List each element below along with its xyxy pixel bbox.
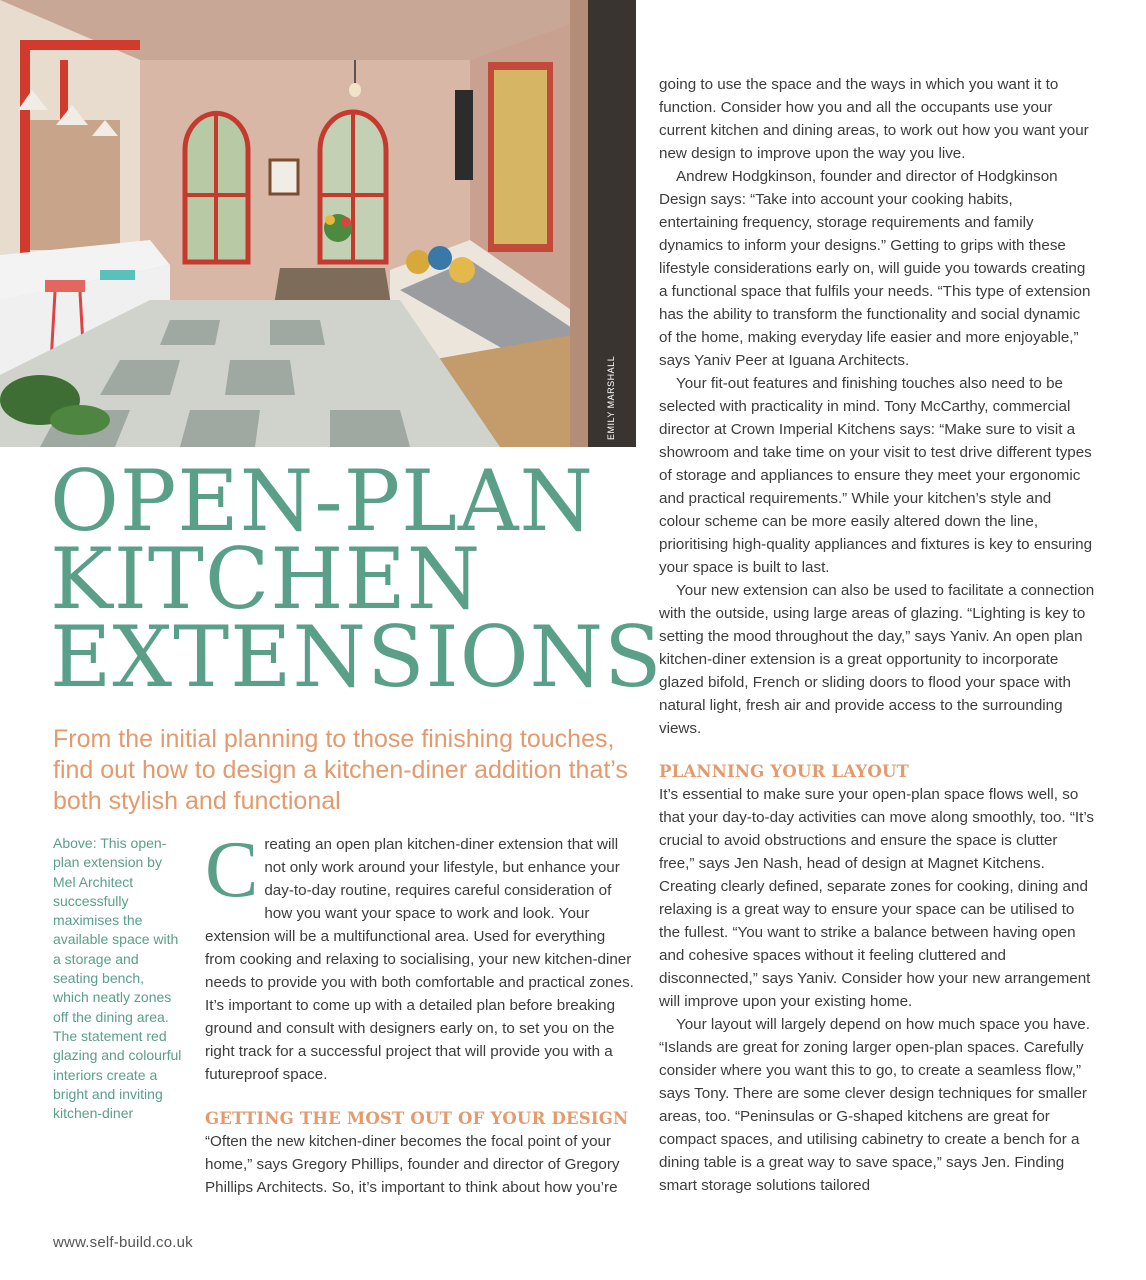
title-line-3: EXTENSIONS — [50, 608, 663, 706]
drop-cap: C — [205, 826, 259, 914]
paragraph: “Often the new kitchen-diner becomes the focal point of your home,” says Gregory Phillips, founder and director of Gregory Phillips Architects. So, it’s important to think about how you’re — [205, 1133, 620, 1196]
kitchen-photo — [0, 0, 636, 447]
paragraph: going to use the space and the ways in which you want it to function. Consider how you and all the occupants use your current kitchen and dining areas, to work out how you want your new design to improve upon the way you live. — [659, 76, 1089, 162]
paragraph: Your layout will largely depend on how much space you have. “Islands are great for zoning larger open-plan spaces. Carefully consider where you want this to go, to create a seamless flow,” says Tony. There are some clever design techniques for smaller areas, too. “Peninsulas or G-shaped kitchens are great for compact spaces, and utilising cabinetry to create a bench for a dining table is a great way to save space,” says Jen. Finding smart storage solutions tailored — [659, 1016, 1090, 1194]
kitchen-photo-icon — [0, 0, 636, 447]
subheading-design: GETTING THE MOST OUT OF YOUR DESIGN — [205, 1109, 629, 1128]
article-column-2 — [659, 73, 1095, 1197]
title-line-1: OPEN-PLAN — [50, 452, 595, 550]
paragraph: Your new extension can also be used to facilitate a connection with the outside, using large areas of glazing. “Lighting is key to setting the mood throughout the day,” says Yaniv. An open plan kitchen-diner extension is a great opportunity to incorporate glazed bifold, French or sliding doors to flood your space with natural light, fresh air and provide access to the surrounding views. — [659, 582, 1095, 737]
intro-paragraph — [205, 826, 637, 1086]
page-title — [50, 452, 663, 706]
title-line-2: KITCHEN — [50, 530, 482, 628]
paragraph: It’s essential to make sure your open-plan space flows well, so that your day-to-day activities can move along smoothly, too. “It’s crucial to avoid obstructions and ensure the space is clutter free,” says Jen Nash, head of design at Magnet Kitchens. Creating clearly defined, separate zones for cooking, dining and relaxing is a great way to ensure your space can be utilised to the fullest. “You want to strike a balance between having open and cohesive spaces without it feeling cluttered and disconnected,” says Yaniv. Consider how your new arrangement will improve upon your existing home. — [659, 786, 1095, 1010]
standfirst: From the initial planning to those finishing touches, find out how to design a kitchen-diner addition that’s both stylish and functional — [53, 725, 628, 815]
footer-url[interactable]: www.self-build.co.uk — [53, 1234, 193, 1251]
paragraph: Your fit-out features and finishing touches also need to be selected with practicality in mind. Tony McCarthy, commercial director at Crown Imperial Kitchens says: “Make sure to visit a showroom and take time on your visit to test drive different types of storage and appliances to ensure they meet your ergonomic and practical requirements.” While your kitchen’s style and colour scheme can be more easily altered down the line, prioritising high-quality appliances and fixtures is key to ensuring your space is built to last. — [659, 375, 1093, 576]
intro-text: reating an open plan kitchen-diner extension that will not only work around your lifestyle, but enhance your day-to-day routine, requires careful consideration of how you want your space to work and look. Your extension will be a multifunctional area. Used for everything from cooking and relaxing to socialising, your new kitchen-diner needs to provide you with both comfortable and practical zones. It’s important to come up with a detailed plan before breaking ground and consult with designers early on, to set you on the right track for a successful project that will provide you with a futureproof space. — [205, 836, 634, 1083]
article-column-1 — [205, 826, 637, 1199]
subheading-layout: PLANNING YOUR LAYOUT — [659, 762, 910, 781]
photo-credit: EMILY MARSHALL — [606, 355, 616, 440]
photo-caption: Above: This open-plan extension by Mel Architect successfully maximises the available space with a storage and seating bench, which neatly zones off the dining area. The statement red glazing and colourful interiors create a bright and inviting kitchen-diner — [53, 835, 182, 1122]
paragraph: Andrew Hodgkinson, founder and director of Hodgkinson Design says: “Take into account your cooking habits, entertaining frequency, storage requirements and family dynamics to inform your designs.” Getting to grips with these lifestyle considerations early on, will guide you towards creating a functional space that fulfils your needs. “This type of extension has the ability to transform the functionality and social dynamic of the home, making everyday life easier and more enjoyable,” says Yaniv Peer at Iguana Architects. — [659, 168, 1091, 369]
